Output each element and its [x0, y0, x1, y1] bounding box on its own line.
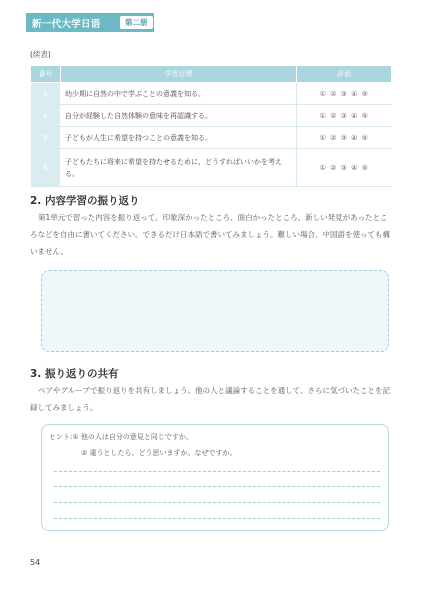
page-number: 54 — [30, 558, 41, 567]
hint-line-1: ヒント:① 他の人は自分の意見と同じですか。 — [49, 433, 193, 441]
sharing-writing-area[interactable] — [41, 424, 389, 531]
table-row — [31, 127, 392, 149]
row-goal: 自分が経験した自然体験の意味を再認識する。 — [61, 105, 297, 127]
section-3-instructions: ペアやグループで振り返りを共有しましょう。他の人と議論することを通して、さらに気づいたことを記録してみましょう。 — [30, 386, 390, 412]
writing-line — [54, 471, 380, 472]
row-goal: 子どもたちに将来に希望を持たせるために、どうすればいいかを考える。 — [61, 149, 297, 187]
header-goal: 学習目標 — [61, 66, 297, 83]
table-row — [31, 149, 392, 187]
reflection-writing-area[interactable] — [41, 270, 389, 352]
hint-line-2: ② 違うとしたら、どう思いますか。なぜですか。 — [81, 449, 237, 457]
row-goal: 子どもが人生に希望を持つことの意義を知る。 — [61, 127, 297, 149]
row-number: 3 — [31, 83, 61, 105]
goals-table — [30, 65, 392, 187]
rating-scale[interactable]: ① ② ③ ④ ⑤ — [297, 149, 392, 187]
row-number: 5 — [31, 127, 61, 149]
header-rating: 評価 — [297, 66, 392, 83]
volume-badge: 第二册 — [120, 16, 153, 29]
section-2-title: 2. 内容学習の振り返り — [30, 195, 140, 207]
row-number: 6 — [31, 149, 61, 187]
table-row — [31, 83, 392, 105]
continued-label: (续表) — [30, 50, 51, 59]
table-header-row — [31, 66, 392, 83]
writing-line — [54, 518, 380, 519]
rating-scale[interactable]: ① ② ③ ④ ⑤ — [297, 105, 392, 127]
rating-scale[interactable]: ① ② ③ ④ ⑤ — [297, 127, 392, 149]
rating-scale[interactable]: ① ② ③ ④ ⑤ — [297, 83, 392, 105]
row-goal: 幼少期に自然の中で学ぶことの意義を知る。 — [61, 83, 297, 105]
writing-line — [54, 486, 380, 487]
section-3-title: 3. 振り返りの共有 — [30, 368, 119, 380]
header-number: 番号 — [31, 66, 61, 83]
section-2-instructions: 第1単元で習った内容を振り返って、印象深かったところ、面白かったところ、新しい発見があったところなどを自由に書いてください。できるだけ日本語で書いてみましょう。難しい場合、中国語を使っても構いません。 — [30, 213, 390, 256]
book-title: 新一代大学日语 — [32, 19, 101, 30]
table-row — [31, 105, 392, 127]
row-number: 4 — [31, 105, 61, 127]
writing-line — [54, 502, 380, 503]
